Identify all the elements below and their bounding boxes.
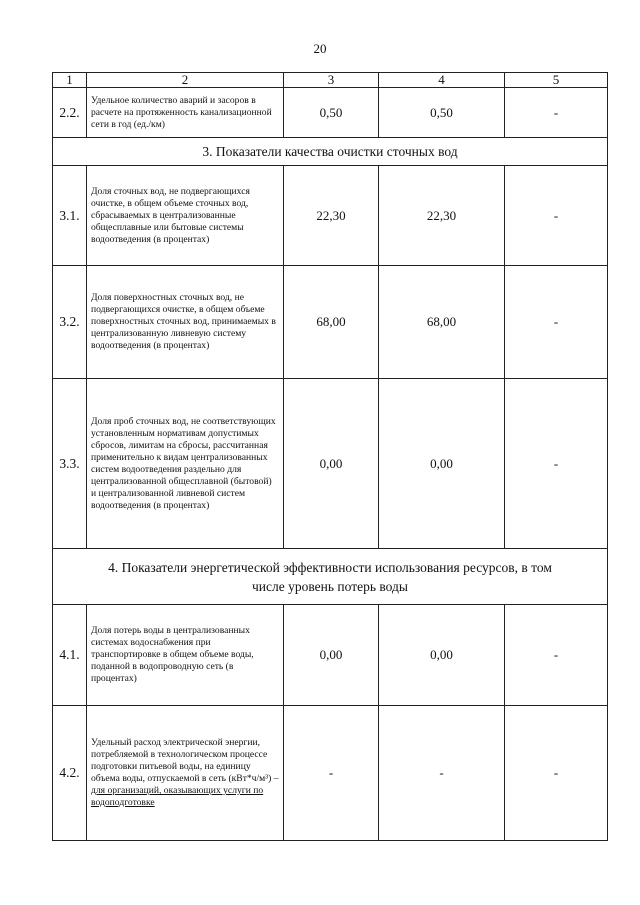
value-col-4: 0,00 — [379, 379, 505, 549]
row-number: 3.3. — [53, 379, 87, 549]
value-col-3: 0,00 — [284, 379, 379, 549]
table-header-row — [53, 73, 608, 88]
row-number: 4.2. — [53, 706, 87, 841]
table-row-4-1 — [53, 605, 608, 706]
value-col-3: 0,00 — [284, 605, 379, 706]
column-header: 1 — [53, 73, 87, 88]
value-col-3: 0,50 — [284, 88, 379, 138]
section-4-row — [53, 549, 608, 605]
table-row-3-3 — [53, 379, 608, 549]
page-number: 20 — [313, 41, 327, 56]
value-col-5: - — [505, 379, 608, 549]
value-col-3: 22,30 — [284, 166, 379, 266]
row-description: Доля проб сточных вод, не соответствующих установленным нормативам допустимых сбросов, лимитам на сбросы, рассчитанная применительно к видам централизованных систем водоотведения раздельно для централизованной общесплавной (бытовой) и централизованной ливневой систем водоотведения (в процентах) — [87, 379, 284, 549]
row-description: Доля потерь воды в централизованных системах водоснабжения при транспортировке в общем объеме воды, поданной в водопроводную сеть (в процентах) — [87, 605, 284, 706]
column-header: 4 — [379, 73, 505, 88]
section-3-row — [53, 138, 608, 166]
row-number: 3.1. — [53, 166, 87, 266]
value-col-3: - — [284, 706, 379, 841]
value-col-5: - — [505, 706, 608, 841]
value-col-4: 0,50 — [379, 88, 505, 138]
value-col-4: - — [379, 706, 505, 841]
column-header: 2 — [87, 73, 284, 88]
value-col-5: - — [505, 605, 608, 706]
value-col-5: - — [505, 266, 608, 379]
row-number: 3.2. — [53, 266, 87, 379]
table-row-3-1 — [53, 166, 608, 266]
row-description: Доля поверхностных сточных вод, не подвергающихся очистке, в общем объеме поверхностных сточных вод, принимаемых в централизованную ливневую систему водоотведения (в процентах) — [87, 266, 284, 379]
value-col-4: 68,00 — [379, 266, 505, 379]
indicators-table — [52, 72, 608, 841]
column-header: 5 — [505, 73, 608, 88]
row-number: 2.2. — [53, 88, 87, 138]
value-col-3: 68,00 — [284, 266, 379, 379]
value-col-4: 22,30 — [379, 166, 505, 266]
value-col-5: - — [505, 88, 608, 138]
value-col-4: 0,00 — [379, 605, 505, 706]
table-row-2-2 — [53, 88, 608, 138]
section-4-title-line2: числе уровень потерь воды — [252, 578, 408, 594]
row-description-main: Удельный расход электрической энергии, потребляемой в технологическом процессе подготовки питьевой воды, на единицу объема воды, отпускаемой в сеть (кВт*ч/м³) – — [91, 737, 279, 784]
row-description — [87, 706, 284, 841]
table-row-3-2 — [53, 266, 608, 379]
table-row-4-2 — [53, 706, 608, 841]
section-4-title-line1: 4. Показатели энергетической эффективности использования ресурсов, в том — [108, 559, 552, 575]
row-description: Доля сточных вод, не подвергающихся очистке, в общем объеме сточных вод, сбрасываемых в централизованные общесплавные или бытовые системы водоотведения (в процентах) — [87, 166, 284, 266]
section-3-title: 3. Показатели качества очистки сточных вод — [53, 138, 608, 166]
row-number: 4.1. — [53, 605, 87, 706]
row-description-underlined: для организаций, оказывающих услуги по водоподготовке — [91, 785, 264, 808]
section-4-title — [53, 549, 608, 605]
row-description: Удельное количество аварий и засоров в расчете на протяженность канализационной сети в год (ед./км) — [87, 88, 284, 138]
column-header: 3 — [284, 73, 379, 88]
value-col-5: - — [505, 166, 608, 266]
